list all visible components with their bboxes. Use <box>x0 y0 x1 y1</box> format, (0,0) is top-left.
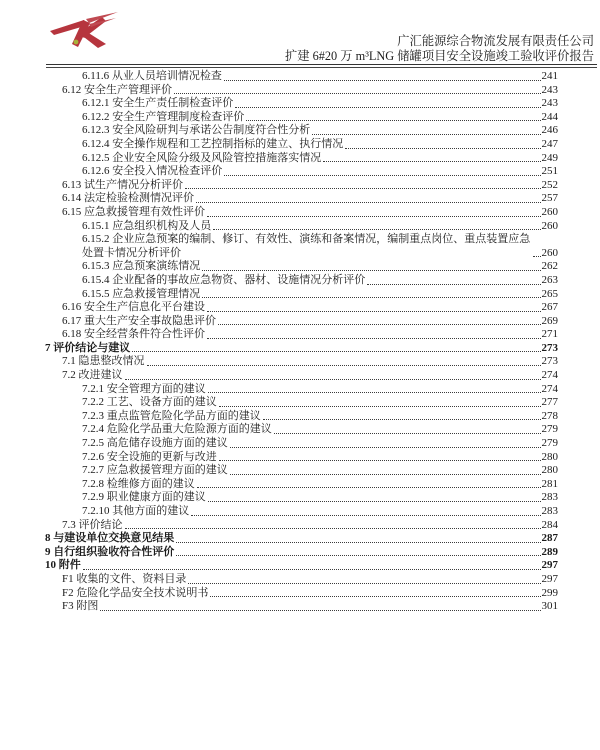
toc-entry <box>45 491 558 505</box>
toc-entry-page: 243 <box>541 83 558 96</box>
dot-leader-icon <box>213 229 540 230</box>
company-name: 广汇能源综合物流发展有限责任公司 <box>397 34 594 48</box>
toc-entry-page: 283 <box>541 505 558 517</box>
dot-leader-icon <box>224 80 541 81</box>
toc-entry-page: 273 <box>541 341 558 354</box>
dot-leader-icon <box>125 528 541 529</box>
dot-leader-icon <box>83 569 541 570</box>
toc-entry-label: 6.17 重大生产安全事故隐患评价 <box>62 314 216 327</box>
toc-entry-label: 7.2.7 应急救援管理方面的建议 <box>82 464 228 477</box>
toc-entry-label: F1 收集的文件、资料目录 <box>62 572 187 585</box>
toc-entry-page: 252 <box>541 178 558 191</box>
dot-leader-icon <box>208 501 541 502</box>
dot-leader-icon <box>218 324 541 325</box>
dot-leader-icon <box>230 474 541 475</box>
dot-leader-icon <box>263 419 541 420</box>
toc-entry-page: 241 <box>541 70 558 82</box>
dot-leader-icon <box>191 515 540 516</box>
toc-entry-page: 279 <box>541 423 558 436</box>
toc-entry-page: 260 <box>541 219 558 232</box>
toc-entry <box>45 233 558 260</box>
dot-leader-icon <box>202 297 540 298</box>
dot-leader-icon <box>230 447 541 448</box>
toc-entry-page: 297 <box>541 559 558 572</box>
toc-entry-label: 6.12 安全生产管理评价 <box>62 83 172 96</box>
toc-entry-page: 283 <box>541 491 558 504</box>
toc-entry <box>45 587 558 601</box>
toc-entry <box>45 478 558 492</box>
toc-entry-page: 246 <box>541 124 558 137</box>
toc-entry-label: 7.2.4 危险化学品重大危险源方面的建议 <box>82 423 272 436</box>
dot-leader-icon <box>219 460 541 461</box>
toc-entry <box>45 274 558 288</box>
dot-leader-icon <box>197 487 541 488</box>
toc-entry <box>45 84 558 98</box>
toc-entry-page: 249 <box>541 151 558 164</box>
toc-entry <box>45 464 558 478</box>
toc-entry <box>45 396 558 410</box>
toc-entry-page: 251 <box>541 165 558 178</box>
toc-entry-label: 7.1 隐患整改情况 <box>62 355 145 368</box>
toc-entry-label: F2 危险化学品安全技术说明书 <box>62 586 209 599</box>
toc-entry-page: 263 <box>541 273 558 286</box>
toc-entry <box>45 179 558 193</box>
dot-leader-icon <box>208 392 541 393</box>
toc-entry-label: 6.15 应急救援管理有效性评价 <box>62 205 205 218</box>
toc-entry-label: 7.2.1 安全管理方面的建议 <box>82 382 206 395</box>
toc-entry-page: 260 <box>541 205 558 218</box>
toc-entry <box>45 165 558 179</box>
toc-entry-label: 9 自行组织验收符合性评价 <box>45 545 175 558</box>
page-header <box>285 34 594 63</box>
table-of-contents <box>45 70 558 614</box>
toc-entry-label: 6.12.2 安全生产管理制度检查评价 <box>82 110 245 123</box>
toc-entry-label: 6.15.4 企业配备的事故应急物资、器材、设施情况分析评价 <box>82 273 366 286</box>
toc-entry-page: 247 <box>541 137 558 150</box>
dot-leader-icon <box>235 107 540 108</box>
toc-entry <box>45 532 558 546</box>
toc-entry-page: 289 <box>541 545 558 558</box>
dot-leader-icon <box>132 351 540 352</box>
toc-entry <box>45 437 558 451</box>
toc-entry-label: 6.13 试生产情况分析评价 <box>62 178 183 191</box>
toc-entry-page: 301 <box>541 600 558 613</box>
toc-entry-label: 6.16 安全生产信息化平台建设 <box>62 301 205 314</box>
toc-entry-label: 7.3 评价结论 <box>62 518 123 531</box>
toc-entry-page: 279 <box>541 437 558 450</box>
toc-entry-page: 267 <box>541 301 558 314</box>
toc-entry-label: 7.2 改进建议 <box>62 369 123 382</box>
toc-entry-label: 7.2.5 高危储存设施方面的建议 <box>82 437 228 450</box>
toc-entry-label: 7.2.6 安全设施的更新与改进 <box>82 450 217 463</box>
dot-leader-icon <box>176 542 540 543</box>
toc-entry-page: 260 <box>541 246 558 259</box>
toc-entry <box>45 301 558 315</box>
toc-entry-label: 6.12.3 安全风险研判与承诺公告制度符合性分析 <box>82 124 311 137</box>
toc-entry <box>45 138 558 152</box>
dot-leader-icon <box>274 433 541 434</box>
toc-entry <box>45 559 558 573</box>
company-logo-icon <box>48 11 122 51</box>
toc-entry <box>45 206 558 220</box>
dot-leader-icon <box>224 175 540 176</box>
toc-entry-label: 7.2.2 工艺、设备方面的建议 <box>82 396 217 409</box>
toc-entry <box>45 451 558 465</box>
toc-entry-page: 280 <box>541 450 558 463</box>
toc-entry-page: 257 <box>541 192 558 205</box>
toc-entry-page: 297 <box>541 572 558 585</box>
toc-entry <box>45 192 558 206</box>
toc-entry-page: 299 <box>541 586 558 599</box>
toc-entry-page: 269 <box>541 314 558 327</box>
dot-leader-icon <box>188 583 540 584</box>
toc-entry-label: 6.15.1 应急组织机构及人员 <box>82 219 212 232</box>
toc-entry <box>45 383 558 397</box>
dot-leader-icon <box>207 338 541 339</box>
dot-leader-icon <box>185 188 541 189</box>
toc-entry-page: 287 <box>541 532 558 545</box>
toc-entry <box>45 124 558 138</box>
dot-leader-icon <box>207 216 541 217</box>
toc-entry <box>45 573 558 587</box>
toc-entry <box>45 505 558 519</box>
toc-entry <box>45 288 558 302</box>
dot-leader-icon <box>196 202 541 203</box>
toc-entry-page: 265 <box>541 287 558 300</box>
toc-entry-label: 7 评价结论与建议 <box>45 341 131 354</box>
dot-leader-icon <box>125 379 541 380</box>
toc-entry-page: 281 <box>541 477 558 490</box>
dot-leader-icon <box>176 555 540 556</box>
toc-entry-label: 6.15.5 应急救援管理情况 <box>82 287 201 300</box>
toc-entry <box>45 410 558 424</box>
toc-entry-label: 7.2.8 检维修方面的建议 <box>82 477 195 490</box>
dot-leader-icon <box>246 120 540 121</box>
dot-leader-icon <box>202 270 540 271</box>
toc-entry-page: 284 <box>541 518 558 531</box>
dot-leader-icon <box>207 311 541 312</box>
toc-entry <box>45 70 558 84</box>
toc-entry <box>45 97 558 111</box>
toc-entry <box>45 111 558 125</box>
toc-entry <box>45 546 558 560</box>
toc-entry-page: 280 <box>541 464 558 477</box>
toc-entry-page: 273 <box>541 355 558 368</box>
toc-entry-page: 274 <box>541 382 558 395</box>
toc-entry <box>45 152 558 166</box>
toc-entry-page: 271 <box>541 328 558 341</box>
dot-leader-icon <box>323 161 540 162</box>
toc-entry <box>45 315 558 329</box>
toc-entry <box>45 260 558 274</box>
toc-entry <box>45 600 558 614</box>
toc-entry-page: 243 <box>541 97 558 110</box>
toc-entry-label: F3 附图 <box>62 600 99 613</box>
header-rule <box>46 64 597 68</box>
toc-entry <box>45 342 558 356</box>
toc-entry-label: 6.11.6 从业人员培训情况检查 <box>82 70 222 82</box>
toc-entry <box>45 369 558 383</box>
toc-entry-page: 244 <box>541 110 558 123</box>
toc-entry <box>45 519 558 533</box>
dot-leader-icon <box>219 406 541 407</box>
dot-leader-icon <box>210 596 540 597</box>
dot-leader-icon <box>533 256 541 257</box>
toc-entry-page: 274 <box>541 369 558 382</box>
toc-entry <box>45 355 558 369</box>
toc-entry-label: 7.2.3 重点监管危险化学品方面的建议 <box>82 409 261 422</box>
toc-entry-label: 6.14 法定检验检测情况评价 <box>62 192 194 205</box>
toc-entry-label: 8 与建设单位交换意见结果 <box>45 532 175 545</box>
toc-entry-label: 6.12.4 安全操作规程和工艺控制指标的建立、执行情况 <box>82 137 344 150</box>
toc-entry-label: 10 附件 <box>45 559 81 572</box>
toc-entry <box>45 220 558 234</box>
dot-leader-icon <box>345 148 540 149</box>
toc-entry-label: 6.15.2 企业应急预案的编制、修订、有效性、演练和备案情况，编制重点岗位、重点装置应急处置卡情况分析评价 <box>82 233 531 259</box>
toc-entry-label: 6.18 安全经营条件符合性评价 <box>62 328 205 341</box>
toc-entry <box>45 328 558 342</box>
toc-entry <box>45 423 558 437</box>
toc-entry-page: 262 <box>541 260 558 273</box>
toc-entry-label: 6.15.3 应急预案演练情况 <box>82 260 201 273</box>
toc-entry-page: 278 <box>541 409 558 422</box>
toc-entry-label: 6.12.6 安全投入情况检查评价 <box>82 165 223 178</box>
dot-leader-icon <box>174 93 541 94</box>
toc-entry-label: 6.12.1 安全生产责任制检查评价 <box>82 97 234 110</box>
toc-entry-label: 7.2.9 职业健康方面的建议 <box>82 491 206 504</box>
dot-leader-icon <box>147 365 541 366</box>
toc-entry-page: 277 <box>541 396 558 409</box>
toc-entry-label: 7.2.10 其他方面的建议 <box>82 505 190 517</box>
dot-leader-icon <box>100 610 540 611</box>
dot-leader-icon <box>367 284 540 285</box>
toc-entry-label: 6.12.5 企业安全风险分级及风险管控措施落实情况 <box>82 151 322 164</box>
dot-leader-icon <box>312 134 540 135</box>
report-title: 扩建 6#20 万 m³LNG 储罐项目安全设施竣工验收评价报告 <box>284 48 594 63</box>
